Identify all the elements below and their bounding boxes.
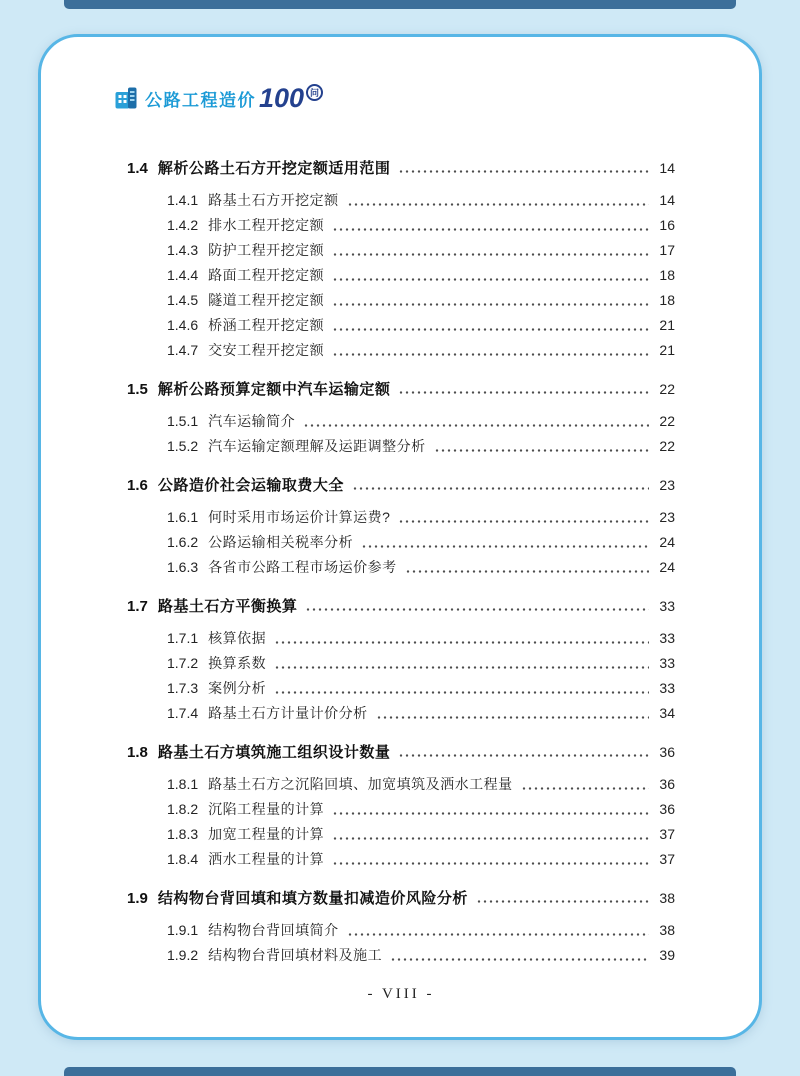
leader-dots — [390, 953, 649, 966]
toc-number: 1.5.1 — [167, 413, 199, 429]
toc-number: 1.4.2 — [167, 217, 199, 233]
toc-section-row[interactable] — [127, 157, 675, 182]
bottom-page-edge — [64, 1067, 736, 1076]
toc-title: 公路造价社会运输取费大全 — [157, 477, 344, 494]
toc-number: 1.7 — [127, 598, 148, 615]
toc-page-number: 24 — [659, 559, 675, 575]
toc-title: 结构物台背回填简介 — [208, 922, 339, 938]
toc-number: 1.6.1 — [167, 509, 199, 525]
toc-page-number: 14 — [659, 160, 675, 176]
toc-number: 1.6.2 — [167, 534, 199, 550]
toc-number: 1.7.4 — [167, 705, 199, 721]
toc-page-number: 23 — [659, 509, 675, 525]
toc-title: 路基土石方计量计价分析 — [208, 705, 368, 721]
toc-section-row[interactable] — [127, 595, 675, 620]
toc-item-row[interactable] — [127, 799, 675, 824]
toc-number: 1.7.3 — [167, 680, 199, 696]
toc-item-row[interactable] — [127, 532, 675, 557]
leader-dots — [398, 515, 649, 528]
leader-dots — [332, 323, 649, 336]
toc-page-number: 39 — [659, 947, 675, 963]
leader-dots — [274, 636, 649, 649]
toc-item-row[interactable] — [127, 774, 675, 799]
toc-number: 1.8.3 — [167, 826, 199, 842]
toc-title: 路基土石方之沉陷回填、加宽填筑及洒水工程量 — [208, 776, 513, 792]
toc-number: 1.7.1 — [167, 630, 199, 646]
leader-dots — [376, 711, 649, 724]
toc-item-row[interactable] — [127, 945, 675, 970]
logo-badge: 问 — [306, 84, 323, 101]
toc-item-row[interactable] — [127, 190, 675, 215]
leader-dots — [332, 298, 649, 311]
toc-item-row[interactable] — [127, 240, 675, 265]
building-icon — [113, 85, 139, 111]
toc-page-number: 22 — [659, 413, 675, 429]
toc-number: 1.9.1 — [167, 922, 199, 938]
toc-page-number: 18 — [659, 292, 675, 308]
toc-title: 解析公路预算定额中汽车运输定额 — [157, 381, 391, 398]
toc-page-number: 33 — [659, 598, 675, 614]
leader-dots — [332, 857, 649, 870]
logo-number-text: 100 — [259, 82, 305, 113]
toc-number: 1.4.6 — [167, 317, 199, 333]
toc-title: 核算依据 — [208, 630, 267, 646]
toc-title: 路面工程开挖定额 — [208, 267, 325, 283]
toc-number: 1.4.4 — [167, 267, 199, 283]
toc-number: 1.5 — [127, 381, 148, 398]
page-number-footer: - VIII - — [367, 986, 435, 1002]
toc-number: 1.5.2 — [167, 438, 199, 454]
toc-page-number: 37 — [659, 851, 675, 867]
toc-item-row[interactable] — [127, 703, 675, 728]
toc-number: 1.7.2 — [167, 655, 199, 671]
logo-brand-text: 公路工程造价 — [145, 90, 256, 110]
toc-page-number: 33 — [659, 630, 675, 646]
toc-title: 桥涵工程开挖定额 — [208, 317, 325, 333]
toc-page-number: 37 — [659, 826, 675, 842]
toc-title: 案例分析 — [208, 680, 267, 696]
toc-number: 1.4.3 — [167, 242, 199, 258]
toc-page-number: 18 — [659, 267, 675, 283]
toc-page-number: 36 — [659, 801, 675, 817]
toc-title: 加宽工程量的计算 — [208, 826, 325, 842]
toc-number: 1.8.2 — [167, 801, 199, 817]
leader-dots — [398, 749, 649, 762]
toc-item-row[interactable] — [127, 920, 675, 945]
toc-title: 解析公路土石方开挖定额适用范围 — [157, 160, 391, 177]
toc-item-row[interactable] — [127, 290, 675, 315]
top-page-edge — [64, 0, 736, 9]
leader-dots — [332, 832, 649, 845]
leader-dots — [332, 223, 649, 236]
leader-dots — [361, 540, 649, 553]
toc-number: 1.4.7 — [167, 342, 199, 358]
toc-list — [127, 157, 675, 970]
leader-dots — [332, 273, 649, 286]
toc-number: 1.8 — [127, 744, 148, 761]
leader-dots — [434, 444, 649, 457]
toc-title: 各省市公路工程市场运价参考 — [208, 559, 397, 575]
toc-number: 1.9 — [127, 890, 148, 907]
toc-title: 路基土石方平衡换算 — [157, 598, 298, 615]
toc-title: 交安工程开挖定额 — [208, 342, 325, 358]
toc-page-number: 23 — [659, 477, 675, 493]
toc-number: 1.8.1 — [167, 776, 199, 792]
toc-title: 公路运输相关税率分析 — [208, 534, 354, 550]
toc-page-number: 22 — [659, 438, 675, 454]
toc-page-number: 14 — [659, 192, 675, 208]
toc-section-row[interactable] — [127, 474, 675, 499]
toc-item-row[interactable] — [127, 315, 675, 340]
leader-dots — [398, 165, 649, 178]
toc-item-row[interactable] — [127, 507, 675, 532]
toc-item-row[interactable] — [127, 678, 675, 703]
toc-title: 隧道工程开挖定额 — [208, 292, 325, 308]
toc-title: 路基土石方填筑施工组织设计数量 — [157, 744, 391, 761]
toc-page-number: 36 — [659, 744, 675, 760]
leader-dots — [476, 895, 649, 908]
toc-number: 1.6.3 — [167, 559, 199, 575]
toc-title: 换算系数 — [208, 655, 267, 671]
toc-item-row[interactable] — [127, 653, 675, 678]
toc-number: 1.9.2 — [167, 947, 199, 963]
toc-number: 1.8.4 — [167, 851, 199, 867]
leader-dots — [347, 198, 649, 211]
leader-dots — [274, 686, 649, 699]
toc-title: 防护工程开挖定额 — [208, 242, 325, 258]
toc-item-row[interactable] — [127, 340, 675, 365]
leader-dots — [332, 348, 649, 361]
toc-item-row[interactable] — [127, 557, 675, 582]
toc-page-number: 21 — [659, 317, 675, 333]
toc-title: 结构物台背回填材料及施工 — [208, 947, 383, 963]
toc-number: 1.6 — [127, 477, 148, 494]
leader-dots — [398, 386, 649, 399]
toc-title: 汽车运输简介 — [208, 413, 296, 429]
toc-title: 排水工程开挖定额 — [208, 217, 325, 233]
toc-item-row[interactable] — [127, 411, 675, 436]
toc-item-row[interactable] — [127, 265, 675, 290]
toc-number: 1.4.1 — [167, 192, 199, 208]
toc-title: 洒水工程量的计算 — [208, 851, 325, 867]
toc-page-number: 38 — [659, 922, 675, 938]
leader-dots — [274, 661, 649, 674]
leader-dots — [347, 928, 649, 941]
toc-page-number: 17 — [659, 242, 675, 258]
toc-title: 汽车运输定额理解及运距调整分析 — [208, 438, 426, 454]
leader-dots — [332, 807, 649, 820]
toc-title: 路基土石方开挖定额 — [208, 192, 339, 208]
toc-page-number: 24 — [659, 534, 675, 550]
toc-section-row[interactable] — [127, 378, 675, 403]
toc-item-row[interactable] — [127, 824, 675, 849]
toc-number: 1.4.5 — [167, 292, 199, 308]
toc-item-row[interactable] — [127, 436, 675, 461]
leader-dots — [352, 482, 649, 495]
toc-page-number: 38 — [659, 890, 675, 906]
toc-title: 结构物台背回填和填方数量扣减造价风险分析 — [157, 890, 468, 907]
toc-section-row[interactable] — [127, 741, 675, 766]
toc-page-number: 36 — [659, 776, 675, 792]
toc-page-number: 33 — [659, 680, 675, 696]
toc-item-row[interactable] — [127, 215, 675, 240]
toc-page-card — [38, 34, 762, 1040]
toc-number: 1.4 — [127, 160, 148, 177]
toc-page-number: 33 — [659, 655, 675, 671]
toc-page-number: 16 — [659, 217, 675, 233]
toc-item-row[interactable] — [127, 628, 675, 653]
toc-item-row[interactable] — [127, 849, 675, 874]
toc-page-number: 34 — [659, 705, 675, 721]
logo — [113, 81, 675, 115]
leader-dots — [332, 248, 649, 261]
toc-page-number: 21 — [659, 342, 675, 358]
toc-title: 何时采用市场运价计算运费? — [208, 509, 391, 525]
leader-dots — [405, 565, 649, 578]
toc-section-row[interactable] — [127, 887, 675, 912]
toc-title: 沉陷工程量的计算 — [208, 801, 325, 817]
leader-dots — [521, 782, 649, 795]
leader-dots — [303, 419, 649, 432]
toc-page-number: 22 — [659, 381, 675, 397]
leader-dots — [305, 603, 649, 616]
